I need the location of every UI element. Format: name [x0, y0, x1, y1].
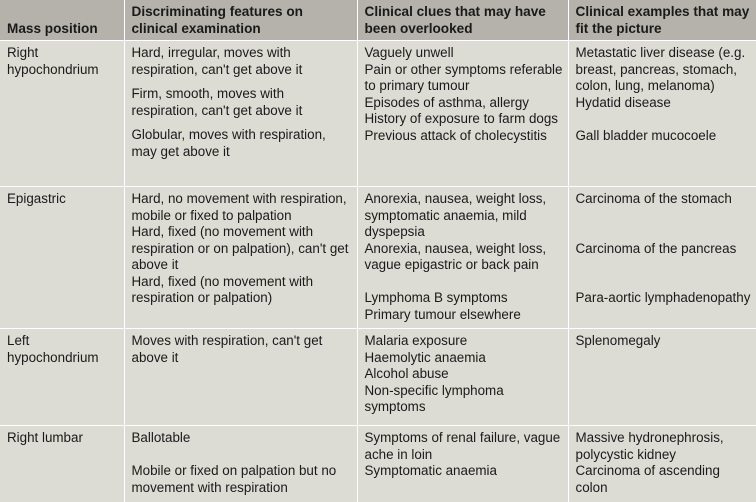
feature-item: Hard, irregular, moves with respiration, can't get above it — [131, 45, 303, 77]
feature-item: Hard, fixed (no movement with respiration or palpation) — [131, 273, 314, 305]
examples-cell — [568, 329, 756, 426]
mass-position-cell — [0, 329, 124, 426]
clue-item: Vaguely unwell — [364, 45, 454, 60]
mass-position: Right hypochondrium — [7, 45, 99, 77]
feature-item: Mobile or fixed on palpation but no movement with respiration — [131, 463, 337, 495]
header-mass-position: Mass position — [0, 0, 124, 41]
features-cell — [124, 41, 357, 187]
feature-item: Hard, fixed (no movement with respiration or on palpation), can't get above it — [131, 224, 349, 272]
example-item: Metastatic liver disease (e.g. breast, pancreas, stomach, colon, lung, melanoma) — [575, 45, 746, 93]
clue-item: Anorexia, nausea, weight loss, vague epigastric or back pain — [364, 240, 547, 272]
example-item: Splenomegaly — [575, 333, 661, 348]
clue-item: Pain or other symptoms referable to primary tumour — [364, 61, 563, 93]
table-row — [0, 187, 756, 329]
clue-item: Lymphoma B symptoms — [364, 290, 508, 305]
clue-item: Anorexia, nausea, weight loss, symptomatic anaemia, mild dyspepsia — [364, 191, 547, 239]
clues-cell — [357, 426, 568, 502]
example-item: Carcinoma of the stomach — [575, 191, 732, 206]
mass-position: Left hypochondrium — [7, 333, 99, 365]
example-item: Massive hydronephrosis, polycystic kidney — [575, 430, 724, 462]
mass-position: Epigastric — [7, 191, 66, 206]
feature-item: Moves with respiration, can't get above it — [131, 333, 323, 365]
example-item: Para-aortic lymphadenopathy — [575, 290, 751, 305]
features-cell — [124, 329, 357, 426]
examples-cell — [568, 187, 756, 329]
header-clinical-examples: Clinical examples that may fit the picture — [568, 0, 756, 41]
clue-item: Primary tumour elsewhere — [364, 306, 521, 322]
table-row — [0, 329, 756, 426]
clue-item: Alcohol abuse — [364, 366, 449, 381]
mass-position-cell — [0, 187, 124, 329]
mass-position-cell — [0, 426, 124, 502]
mass-position-cell — [0, 41, 124, 187]
clue-item: Symptomatic anaemia — [364, 463, 497, 478]
example-item: Carcinoma of ascending colon — [575, 463, 720, 495]
clues-cell — [357, 41, 568, 187]
feature-item: Ballotable — [131, 430, 191, 445]
clues-cell — [357, 187, 568, 329]
table-row — [0, 41, 756, 187]
header-clinical-clues: Clinical clues that may have been overlooked — [357, 0, 568, 41]
table-row — [0, 426, 756, 502]
example-item: Hydatid disease — [575, 94, 671, 110]
example-item: Gall bladder mucocoele — [575, 127, 717, 143]
examples-cell — [568, 426, 756, 502]
examples-cell — [568, 41, 756, 187]
example-item: Carcinoma of the pancreas — [575, 240, 737, 256]
header-row — [0, 0, 756, 41]
clue-item: Haemolytic anaemia — [364, 349, 486, 365]
clue-item: Malaria exposure — [364, 333, 468, 348]
clues-cell — [357, 329, 568, 426]
clue-item: Episodes of asthma, allergy — [364, 94, 529, 110]
header-discriminating-features: Discriminating features on clinical examination — [124, 0, 357, 41]
features-cell — [124, 187, 357, 329]
feature-item: Globular, moves with respiration, may get above it — [131, 127, 326, 159]
features-cell — [124, 426, 357, 502]
clue-item: Previous attack of cholecystitis — [364, 127, 547, 143]
clue-item: Non-specific lymphoma symptoms — [364, 382, 504, 414]
clue-item: Symptoms of renal failure, vague ache in loin — [364, 430, 561, 462]
mass-position: Right lumbar — [7, 430, 83, 445]
clue-item: History of exposure to farm dogs — [364, 111, 559, 126]
feature-item: Hard, no movement with respiration, mobile or fixed to palpation — [131, 191, 347, 223]
feature-item: Firm, smooth, moves with respiration, can't get above it — [131, 86, 303, 118]
